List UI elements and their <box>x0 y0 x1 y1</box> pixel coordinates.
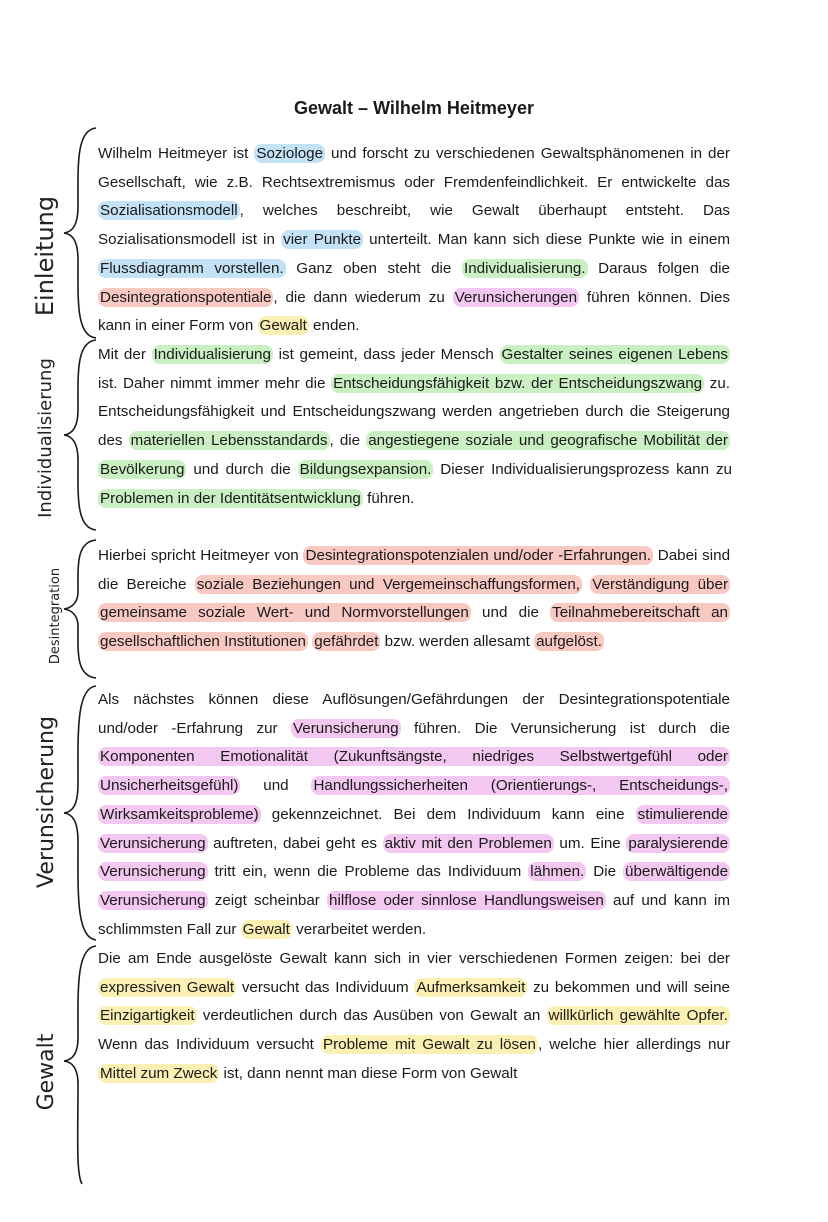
highlighted-term: Gewalt <box>259 317 307 335</box>
text-run: tritt ein, wenn die Probleme das Individuum <box>207 863 529 881</box>
highlighted-term: Problemen in der Identitätsentwicklung <box>100 489 361 507</box>
text-run: zeigt scheinbar <box>207 891 328 909</box>
text-run: ist. Daher nimmt immer mehr die <box>98 374 332 392</box>
text-run: und forscht zu verschiedenen Gewaltsphänomenen in der Gesellschaft, wie z.B. Rechtsextremismus oder Fremdenfeindlichkeit. Er entwickelte das <box>98 145 730 191</box>
section-label-verunsicherung: Verunsicherung <box>33 716 59 888</box>
brace-einleitung <box>62 126 102 340</box>
text-run: , die dann wiederum zu <box>273 288 453 306</box>
text-run: versucht das Individuum <box>236 978 415 996</box>
text-run: und durch die <box>186 460 298 478</box>
text-run: ist gemeint, dass jeder Mensch <box>272 346 500 363</box>
paragraph <box>98 341 730 513</box>
text-run: zu. Entscheidungsfähigkeit und Entscheidungszwang werden angetrieben durch die Steigerung des <box>98 374 731 450</box>
text-run: und die <box>470 604 551 622</box>
section-label-gewalt: Gewalt <box>33 1033 59 1111</box>
highlighted-term: Desintegrationspotentiale <box>100 288 272 306</box>
text-run: auftreten, dabei geht es <box>207 834 383 852</box>
text-run: Die am Ende ausgelöste Gewalt kann sich in vier verschiedenen Formen zeigen: bei der <box>98 950 730 967</box>
highlighted-term: Teilnahmebereitschaft an gesellschaftlichen Institutionen <box>100 604 728 651</box>
text-run: , welches beschreibt, wie Gewalt überhaupt entsteht. Das Sozialisationsmodell ist in <box>98 202 730 249</box>
text-run <box>582 576 590 593</box>
section-desintegration <box>98 542 730 657</box>
section-label-desintegration: Desintegration <box>47 567 63 665</box>
highlighted-term: Individualisierung. <box>463 259 586 277</box>
text-run: zu bekommen und will seine <box>527 978 730 996</box>
highlighted-term: Sozialisationsmodell <box>100 202 238 220</box>
highlighted-term: stimulierende Verunsicherung <box>100 805 728 852</box>
text-run: führen. Die Verunsicherung ist durch die <box>400 719 730 737</box>
highlighted-term: willkürlich gewählte Opfer. <box>548 1007 728 1025</box>
highlighted-term: Desintegrationspotenzialen und/oder -Erfahrungen. <box>305 547 651 564</box>
text-run: enden. <box>308 317 360 335</box>
text-run: Mit der <box>98 346 152 363</box>
highlighted-term: Bildungsexpansion. <box>299 460 432 478</box>
text-run: ist, dann nennt man diese Form von Gewalt <box>219 1064 518 1082</box>
highlighted-term: materiellen Lebensstandards <box>130 432 328 450</box>
text-run: führen können. Dies kann in einer Form von <box>98 288 730 335</box>
text-run: , die <box>329 432 367 450</box>
highlighted-term: Komponenten Emotionalität (Zukunftsängste, niedriges Selbstwertgefühl oder Unsicherheitsgefühl) <box>100 748 728 795</box>
highlighted-term: soziale Beziehungen und Vergemeinschaffungsformen, <box>196 575 580 593</box>
highlighted-term: Verunsicherungen <box>454 288 578 306</box>
section-gewalt <box>98 945 730 1089</box>
text-run: verdeutlichen durch das Ausüben von Gewalt an <box>196 1007 547 1025</box>
text-run: Dieser Individualisierungsprozess kann zu <box>433 460 732 478</box>
text-run: Dabei sind die Bereiche <box>98 547 731 593</box>
text-run: auf und kann im schlimmsten Fall zur <box>98 891 730 938</box>
highlighted-term: Individualisierung <box>153 346 271 363</box>
text-run: Wenn das Individuum versucht <box>98 1036 321 1054</box>
highlighted-term: Soziologe <box>256 145 324 162</box>
paragraph <box>98 140 730 341</box>
highlighted-term: Verständigung über gemeinsame soziale Wert- und Normvorstellungen <box>100 575 728 622</box>
highlighted-term: vier Punkte <box>283 231 362 249</box>
text-run: und <box>240 777 312 795</box>
highlighted-term: Probleme mit Gewalt zu lösen <box>322 1036 537 1054</box>
page-title: Gewalt – Wilhelm Heitmeyer <box>294 98 534 118</box>
text-run: um. Eine <box>553 834 627 852</box>
text-run: Ganz oben steht die <box>285 259 462 277</box>
highlighted-term: angestiegene soziale und geografische Mobilität der Bevölkerung <box>100 432 728 478</box>
highlighted-term: aufgelöst. <box>536 633 602 651</box>
highlighted-term: Einzigartigkeit <box>100 1007 195 1025</box>
paragraph <box>98 542 730 657</box>
text-run: Hierbei spricht Heitmeyer von <box>98 547 304 564</box>
highlighted-term: paralysierende Verunsicherung <box>100 834 729 881</box>
section-label-einleitung: Einleitung <box>31 195 59 317</box>
text-run: Daraus folgen die <box>587 259 730 277</box>
text-run: Als nächstes können diese Auflösungen/Gefährdungen der Desintegrationspotentiale und/oder -Erfahrung zur <box>98 691 730 737</box>
text-run: verarbeitet werden. <box>291 920 427 938</box>
text-run: , welche hier allerdings nur <box>538 1036 730 1054</box>
highlighted-term: gefährdet <box>314 633 379 651</box>
brace-gewalt <box>62 944 102 1174</box>
highlighted-term: hilflose oder sinnlose Handlungsweisen <box>329 891 604 909</box>
highlighted-term: Handlungssicherheiten (Orientierungs-, Entscheidungs-, Wirksamkeitsprobleme) <box>100 777 728 823</box>
section-label-individualisierung: Individualisierung <box>34 358 56 518</box>
highlighted-term: Flussdiagramm vorstellen. <box>100 259 284 277</box>
highlighted-term: Aufmerksamkeit <box>416 978 526 996</box>
section-verunsicherung <box>98 686 730 944</box>
highlighted-term: aktiv mit den Problemen <box>384 834 552 852</box>
highlighted-term: expressiven Gewalt <box>100 978 235 996</box>
highlighted-term: Verunsicherung <box>293 719 399 737</box>
text-run: führen. <box>362 489 415 507</box>
section-einleitung <box>98 140 730 341</box>
section-individualisierung <box>98 341 730 513</box>
brace-verunsicherung <box>62 684 102 942</box>
paragraph <box>98 686 730 944</box>
paragraph <box>98 945 730 1089</box>
text-run: Die <box>586 863 623 881</box>
highlighted-term: überwältigende Verunsicherung <box>100 863 729 909</box>
text-run: bzw. werden allesamt <box>380 633 535 651</box>
highlighted-term: lähmen. <box>530 863 585 881</box>
highlighted-term: Gestalter seines eigenen Lebens <box>501 346 728 363</box>
highlighted-term: Gewalt <box>242 920 290 938</box>
highlighted-term: Entscheidungsfähigkeit bzw. der Entscheidungszwang <box>333 374 703 392</box>
highlighted-term: Mittel zum Zweck <box>100 1064 218 1082</box>
text-run: unterteilt. Man kann sich diese Punkte wie in einem <box>363 231 730 249</box>
text-run: Wilhelm Heitmeyer ist <box>98 145 255 162</box>
text-run: gekennzeichnet. Bei dem Individuum kann eine <box>260 805 636 823</box>
